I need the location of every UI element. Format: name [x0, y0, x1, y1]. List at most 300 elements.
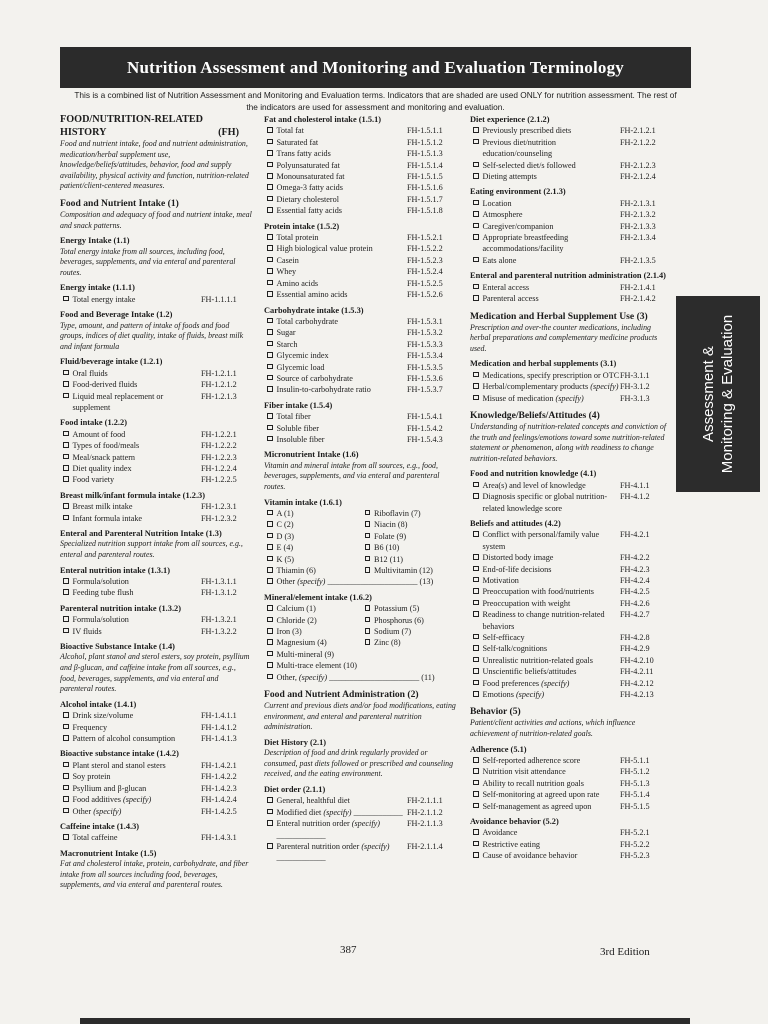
indicator-code: FH-5.2.1 [620, 828, 650, 838]
checkbox[interactable] [473, 791, 479, 797]
indicator-item [470, 655, 670, 666]
indicator-label: IV fluids [72, 626, 102, 636]
subclass-heading: Adherence (5.1) [470, 744, 527, 754]
checkbox[interactable] [365, 556, 371, 562]
indicator-label: Casein [276, 255, 299, 265]
indicator-item [470, 778, 670, 789]
subclass-heading: Diet experience (2.1.2) [470, 115, 550, 124]
indicator-label: Essential fatty acids [276, 206, 342, 216]
subclass-heading: Protein intake (1.5.2) [264, 221, 340, 231]
indicator-label: Total fiber [276, 412, 311, 422]
indicator-list [264, 316, 459, 396]
checkbox[interactable] [267, 341, 273, 347]
checkbox[interactable] [365, 533, 371, 539]
indicator-label: Unscientific beliefs/attitudes [482, 667, 577, 677]
indicator-code: FH-1.4.1.1 [201, 711, 237, 721]
checkbox[interactable] [267, 628, 273, 634]
mineral-grid [264, 603, 459, 649]
indicator-label: Previously prescribed diets [482, 126, 572, 136]
class-description: Vitamin and mineral intake from all sources, e.g., food, beverages, supplements, and via enteral and parenteral routes. [264, 460, 440, 491]
indicator-item [470, 137, 670, 160]
checkbox[interactable] [473, 657, 479, 663]
checkbox[interactable] [473, 395, 479, 401]
indicator-item [264, 603, 362, 614]
indicator-code: FH-4.2.9 [620, 644, 650, 654]
indicator-code: FH-5.2.2 [620, 839, 650, 849]
checkbox[interactable] [63, 465, 69, 471]
indicator-item [264, 807, 459, 818]
indicator-label: Formula/solution [72, 615, 129, 625]
section-code: (FH) [218, 126, 239, 138]
indicator-label: Readiness to change nutrition-related behaviors [482, 610, 605, 631]
checkbox[interactable] [267, 605, 273, 611]
checkbox[interactable] [473, 566, 479, 572]
checkbox[interactable] [473, 383, 479, 389]
indicator-pair-row [264, 603, 459, 614]
indicator-code: FH-2.1.3.2 [620, 210, 656, 220]
indicator-code: FH-1.5.2.6 [407, 290, 443, 300]
indicator-code: FH-1.2.3.2 [201, 513, 237, 523]
indicator-code: FH-3.1.1 [620, 370, 650, 380]
bottom-rule [80, 1018, 690, 1024]
checkbox[interactable] [267, 809, 273, 815]
indicator-item [264, 565, 362, 576]
checkbox[interactable] [63, 381, 69, 387]
checkbox[interactable] [267, 352, 273, 358]
checkbox[interactable] [473, 803, 479, 809]
domain-description: Prescription and over-the counter medications, including herbal preparations and complementary medicine products used. [470, 322, 658, 353]
subclass-heading: Alcohol intake (1.4.1) [60, 699, 137, 709]
checkbox[interactable] [473, 600, 479, 606]
indicator-code: FH-1.4.3.1 [201, 833, 237, 843]
checkbox[interactable] [473, 691, 479, 697]
checkbox[interactable] [267, 162, 273, 168]
domain-description: Composition and adequacy of food and nutrient intake, meal and snack patterns. [60, 209, 252, 230]
checkbox[interactable] [63, 796, 69, 802]
checkbox[interactable] [473, 554, 479, 560]
checkbox[interactable] [473, 611, 479, 617]
indicator-code: FH-1.2.1.1 [201, 368, 237, 378]
indicator-list [60, 710, 253, 744]
indicator-label: Sugar [276, 328, 296, 338]
indicator-label: Monounsaturated fat [276, 172, 345, 182]
indicator-code: FH-2.1.1.2 [407, 807, 443, 817]
indicator-label: Source of carbohydrate [276, 373, 353, 383]
indicator-item [60, 626, 253, 637]
indicator-list [470, 755, 670, 812]
indicator-item [264, 350, 459, 361]
indicator-code: FH-4.2.8 [620, 632, 650, 642]
indicator-item [362, 542, 460, 553]
checkbox[interactable] [267, 386, 273, 392]
checkbox[interactable] [267, 617, 273, 623]
domain-heading: Medication and Herbal Supplement Use (3) [470, 310, 648, 322]
checkbox[interactable] [473, 257, 479, 263]
indicator-item [470, 552, 670, 563]
checkbox[interactable] [267, 521, 273, 527]
checkbox[interactable] [473, 493, 479, 499]
indicator-item [470, 850, 670, 861]
checkbox[interactable] [267, 257, 273, 263]
indicator-item [264, 411, 459, 422]
indicator-item [264, 615, 362, 626]
indicator-label: Feeding tube flush [72, 588, 134, 598]
indicator-list [60, 501, 253, 524]
subclass-heading: Enteral and parenteral nutrition administration (2.1.4) [470, 271, 666, 281]
indicator-code: FH-5.1.4 [620, 790, 650, 800]
indicator-label: Ability to recall nutrition goals [482, 778, 584, 788]
indicator-list [470, 529, 670, 700]
indicator-item [470, 393, 670, 404]
checkbox[interactable] [473, 372, 479, 378]
indicator-label: Multi-trace element (10) [276, 661, 357, 671]
checkbox[interactable] [473, 234, 479, 240]
indicator-item [264, 182, 459, 193]
domain-heading: Food and Nutrient Intake (1) [60, 197, 179, 209]
checkbox[interactable] [63, 785, 69, 791]
indicator-item [362, 626, 460, 637]
indicator-item [60, 429, 253, 440]
checkbox[interactable] [473, 223, 479, 229]
indicator-label: Meal/snack pattern [72, 452, 136, 462]
indicator-item [470, 586, 670, 597]
checkbox[interactable] [473, 482, 479, 488]
indicator-label: Diagnosis specific or global nutrition-related knowledge score [482, 492, 608, 513]
indicator-label: Avoidance [482, 828, 518, 838]
class-heading: Enteral and Parenteral Nutrition Intake (1.3) [60, 529, 222, 539]
indicator-item [60, 760, 253, 771]
indicator-item [264, 232, 459, 243]
indicator-label: Self-reported adherence score [482, 756, 581, 765]
indicator-item [264, 266, 459, 277]
checkbox[interactable] [63, 762, 69, 768]
indicator-label: Motivation [482, 575, 519, 585]
indicator-label: Total caffeine [72, 833, 118, 843]
checkbox[interactable] [267, 364, 273, 370]
checkbox[interactable] [267, 544, 273, 550]
indicator-label: Formula/solution [72, 577, 129, 587]
checkbox[interactable] [267, 280, 273, 286]
checkbox[interactable] [267, 139, 273, 145]
checkbox[interactable] [63, 808, 69, 814]
checkbox[interactable] [63, 503, 69, 509]
checkbox[interactable] [473, 577, 479, 583]
indicator-code: FH-1.5.4.2 [407, 423, 443, 433]
checkbox[interactable] [63, 578, 69, 584]
indicator-code: FH-1.2.1.3 [201, 391, 237, 401]
indicator-code: FH-4.2.2 [620, 553, 650, 563]
checkbox[interactable] [365, 510, 371, 516]
indicator-label: Medications, specify prescription or OTC [482, 370, 620, 380]
indicator-label: Food variety [72, 475, 115, 485]
checkbox[interactable] [267, 533, 273, 539]
checkbox[interactable] [63, 628, 69, 634]
checkbox[interactable] [267, 318, 273, 324]
indicator-label: Diet quality index [72, 464, 132, 473]
checkbox[interactable] [473, 852, 479, 858]
checkbox[interactable] [267, 639, 273, 645]
indicator-code: FH-1.2.2.5 [201, 475, 237, 485]
indicator-item [470, 209, 670, 220]
subclass-heading: Bioactive substance intake (1.4.2) [60, 749, 179, 759]
checkbox[interactable] [267, 268, 273, 274]
checkbox[interactable] [267, 674, 273, 680]
indicator-item [264, 278, 459, 289]
indicator-item [264, 649, 459, 660]
checkbox[interactable] [267, 234, 273, 240]
checkbox[interactable] [267, 567, 273, 573]
indicator-code: FH-1.5.2.1 [407, 233, 443, 243]
checkbox[interactable] [473, 757, 479, 763]
checkbox[interactable] [473, 295, 479, 301]
indicator-item [60, 576, 253, 587]
checkbox[interactable] [473, 139, 479, 145]
checkbox[interactable] [365, 521, 371, 527]
indicator-item [470, 827, 670, 838]
checkbox[interactable] [365, 544, 371, 550]
checkbox[interactable] [63, 442, 69, 448]
indicator-label: Types of food/meals [72, 441, 140, 451]
indicator-item [470, 282, 670, 293]
indicator-code: FH-5.1.5 [620, 801, 650, 811]
checkbox[interactable] [63, 431, 69, 437]
indicator-item [470, 678, 670, 689]
indicator-code: FH-4.2.4 [620, 575, 650, 585]
domain-heading: Food and Nutrient Administration (2) [264, 689, 419, 701]
indicator-item [470, 198, 670, 209]
indicator-code: FH-2.1.3.5 [620, 255, 656, 265]
checkbox[interactable] [473, 634, 479, 640]
checkbox[interactable] [473, 668, 479, 674]
checkbox[interactable] [473, 211, 479, 217]
checkbox[interactable] [473, 588, 479, 594]
indicator-label: Other (specify) [72, 806, 122, 816]
indicator-code: FH-2.1.1.3 [407, 819, 443, 829]
checkbox[interactable] [365, 567, 371, 573]
checkbox[interactable] [267, 291, 273, 297]
subclass-heading: Eating environment (2.1.3) [470, 187, 566, 197]
indicator-code: FH-1.5.1.7 [407, 194, 443, 204]
checkbox[interactable] [267, 184, 273, 190]
indicator-code: FH-2.1.1.1 [407, 796, 443, 806]
checkbox[interactable] [267, 207, 273, 213]
indicator-label: Preoccupation with weight [482, 598, 571, 608]
indicator-item [264, 384, 459, 395]
checkbox[interactable] [267, 413, 273, 419]
checkbox[interactable] [63, 834, 69, 840]
indicator-code: FH-1.5.3.2 [407, 328, 443, 338]
indicator-code: FH-1.5.4.1 [407, 412, 443, 422]
checkbox[interactable] [267, 662, 273, 668]
indicator-label: Food additives (specify) [72, 795, 152, 805]
indicator-item [264, 637, 362, 648]
indicator-pair-row [264, 508, 459, 519]
checkbox[interactable] [473, 645, 479, 651]
indicator-item [470, 370, 670, 381]
indicator-code: FH-2.1.3.3 [620, 221, 656, 231]
indicator-list [264, 232, 459, 300]
checkbox[interactable] [473, 200, 479, 206]
indicator-item [470, 221, 670, 232]
indicator-item [264, 148, 459, 159]
checkbox[interactable] [63, 712, 69, 718]
indicator-code: FH-5.1.2 [620, 767, 650, 777]
indicator-code: FH-2.1.2.3 [620, 160, 656, 170]
subclass-heading: Medication and herbal supplements (3.1) [470, 359, 617, 369]
checkbox[interactable] [473, 162, 479, 168]
indicator-label: Starch [276, 339, 298, 349]
indicator-label: Sodium (7) [374, 627, 412, 637]
checkbox[interactable] [473, 780, 479, 786]
checkbox[interactable] [267, 150, 273, 156]
indicator-item [60, 452, 253, 463]
indicator-label: Dietary cholesterol [276, 194, 340, 204]
checkbox[interactable] [267, 329, 273, 335]
subclass-heading: Beliefs and attitudes (4.2) [470, 518, 561, 528]
indicator-other-mineral: Other, (specify) ______________________ (11) [264, 672, 459, 683]
indicator-item [264, 542, 362, 553]
indicator-label: Chloride (2) [276, 615, 317, 625]
checkbox[interactable] [473, 829, 479, 835]
checkbox[interactable] [365, 617, 371, 623]
indicator-label: Self-efficacy [482, 632, 525, 642]
section-heading-fh: FOOD/NUTRITION-RELATED HISTORY (FH) [60, 114, 253, 139]
indicator-item [264, 339, 459, 350]
checkbox[interactable] [365, 605, 371, 611]
indicator-code: FH-4.2.11 [620, 667, 654, 677]
indicator-item [470, 480, 670, 491]
checkbox[interactable] [63, 589, 69, 595]
subclass-heading: Energy intake (1.1.1) [60, 283, 135, 293]
indicator-code: FH-1.4.2.3 [201, 783, 237, 793]
checkbox[interactable] [473, 841, 479, 847]
subclass-heading: Carbohydrate intake (1.5.3) [264, 305, 364, 315]
indicator-list [470, 282, 670, 305]
indicator-label: Phosphorus (6) [374, 615, 424, 625]
subclass-heading: Food intake (1.2.2) [60, 418, 127, 428]
indicator-item [470, 564, 670, 575]
checkbox[interactable] [267, 651, 273, 657]
indicator-label: E (4) [276, 543, 294, 553]
subclass-heading: Enteral nutrition intake (1.3.1) [60, 565, 171, 575]
indicator-code: FH-5.2.3 [620, 851, 650, 861]
checkbox[interactable] [267, 510, 273, 516]
checkbox[interactable] [267, 375, 273, 381]
indicator-label: Omega-3 fatty acids [276, 183, 343, 193]
checkbox[interactable] [473, 284, 479, 290]
indicator-label: A (1) [276, 508, 294, 518]
indicator-code: FH-2.1.2.2 [620, 137, 656, 147]
checkbox[interactable] [63, 370, 69, 376]
checkbox[interactable] [473, 680, 479, 686]
checkbox[interactable] [365, 628, 371, 634]
checkbox[interactable] [267, 436, 273, 442]
indicator-label: Riboflavin (7) [374, 508, 421, 518]
indicator-label: C (2) [276, 520, 294, 530]
indicator-label: Location [482, 198, 512, 208]
checkbox[interactable] [267, 843, 273, 849]
checkbox[interactable] [63, 296, 69, 302]
indicator-item [60, 771, 253, 782]
checkbox[interactable] [267, 127, 273, 133]
indicator-item [470, 766, 670, 777]
indicator-code: FH-1.4.2.2 [201, 772, 237, 782]
indicator-item [264, 519, 362, 530]
checkbox[interactable] [63, 454, 69, 460]
indicator-item [60, 463, 253, 474]
indicator-item [362, 531, 460, 542]
checkbox[interactable] [267, 820, 273, 826]
indicator-label: D (3) [276, 531, 295, 541]
indicator-item [470, 575, 670, 586]
checkbox[interactable] [63, 393, 69, 399]
class-heading: Diet History (2.1) [264, 737, 327, 747]
indicator-code: FH-4.2.7 [620, 610, 650, 620]
indicator-list [60, 832, 253, 843]
indicator-item [264, 327, 459, 338]
checkbox[interactable] [63, 476, 69, 482]
indicator-code: FH-1.5.1.8 [407, 206, 443, 216]
indicator-label: Caregiver/companion [482, 221, 554, 231]
column-1 [60, 114, 253, 891]
checkbox[interactable] [63, 616, 69, 622]
indicator-label: Drink size/volume [72, 711, 134, 721]
indicator-label: Zinc (8) [374, 638, 401, 648]
checkbox[interactable] [267, 578, 273, 584]
indicator-label: Dieting attempts [482, 172, 537, 182]
indicator-code: FH-1.4.2.5 [201, 806, 237, 816]
class-description: Description of food and drink regularly provided or consumed, past diets followed or prescribed and counseling received, and the eating environment. [264, 748, 454, 779]
indicator-code: FH-1.4.2.4 [201, 795, 237, 805]
checkbox[interactable] [473, 127, 479, 133]
checkbox[interactable] [267, 196, 273, 202]
indicator-item [362, 519, 460, 530]
class-heading: Macronutrient Intake (1.5) [60, 848, 157, 858]
checkbox[interactable] [473, 531, 479, 537]
indicator-label: High biological value protein [276, 244, 373, 254]
indicator-item [264, 137, 459, 148]
indicator-label: Previous diet/nutrition education/counseling [482, 137, 556, 159]
checkbox[interactable] [365, 639, 371, 645]
indicator-item [470, 293, 670, 304]
indicator-item [264, 205, 459, 216]
indicator-label: Essential amino acids [276, 290, 348, 300]
indicator-pair-row [264, 637, 459, 648]
checkbox[interactable] [267, 173, 273, 179]
subclass-heading: Avoidance behavior (5.2) [470, 817, 559, 827]
checkbox[interactable] [267, 425, 273, 431]
checkbox[interactable] [63, 735, 69, 741]
indicator-label: Glycemic index [276, 351, 329, 361]
checkbox[interactable] [267, 556, 273, 562]
indicator-item [264, 316, 459, 327]
indicator-code: FH-4.2.3 [620, 564, 650, 574]
checkbox[interactable] [63, 515, 69, 521]
indicator-item [264, 423, 459, 434]
subclass-heading: Fluid/beverage intake (1.2.1) [60, 357, 163, 367]
indicator-item [264, 362, 459, 373]
indicator-item [264, 373, 459, 384]
checkbox[interactable] [267, 797, 273, 803]
indicator-item [60, 379, 253, 390]
checkbox[interactable] [63, 773, 69, 779]
indicator-item [264, 289, 459, 300]
checkbox[interactable] [473, 173, 479, 179]
checkbox[interactable] [473, 768, 479, 774]
checkbox[interactable] [63, 724, 69, 730]
class-description: Type, amount, and pattern of intake of foods and food groups, indices of diet quality, intake of fluids, breast milk and infant formula [60, 320, 244, 351]
checkbox[interactable] [267, 245, 273, 251]
